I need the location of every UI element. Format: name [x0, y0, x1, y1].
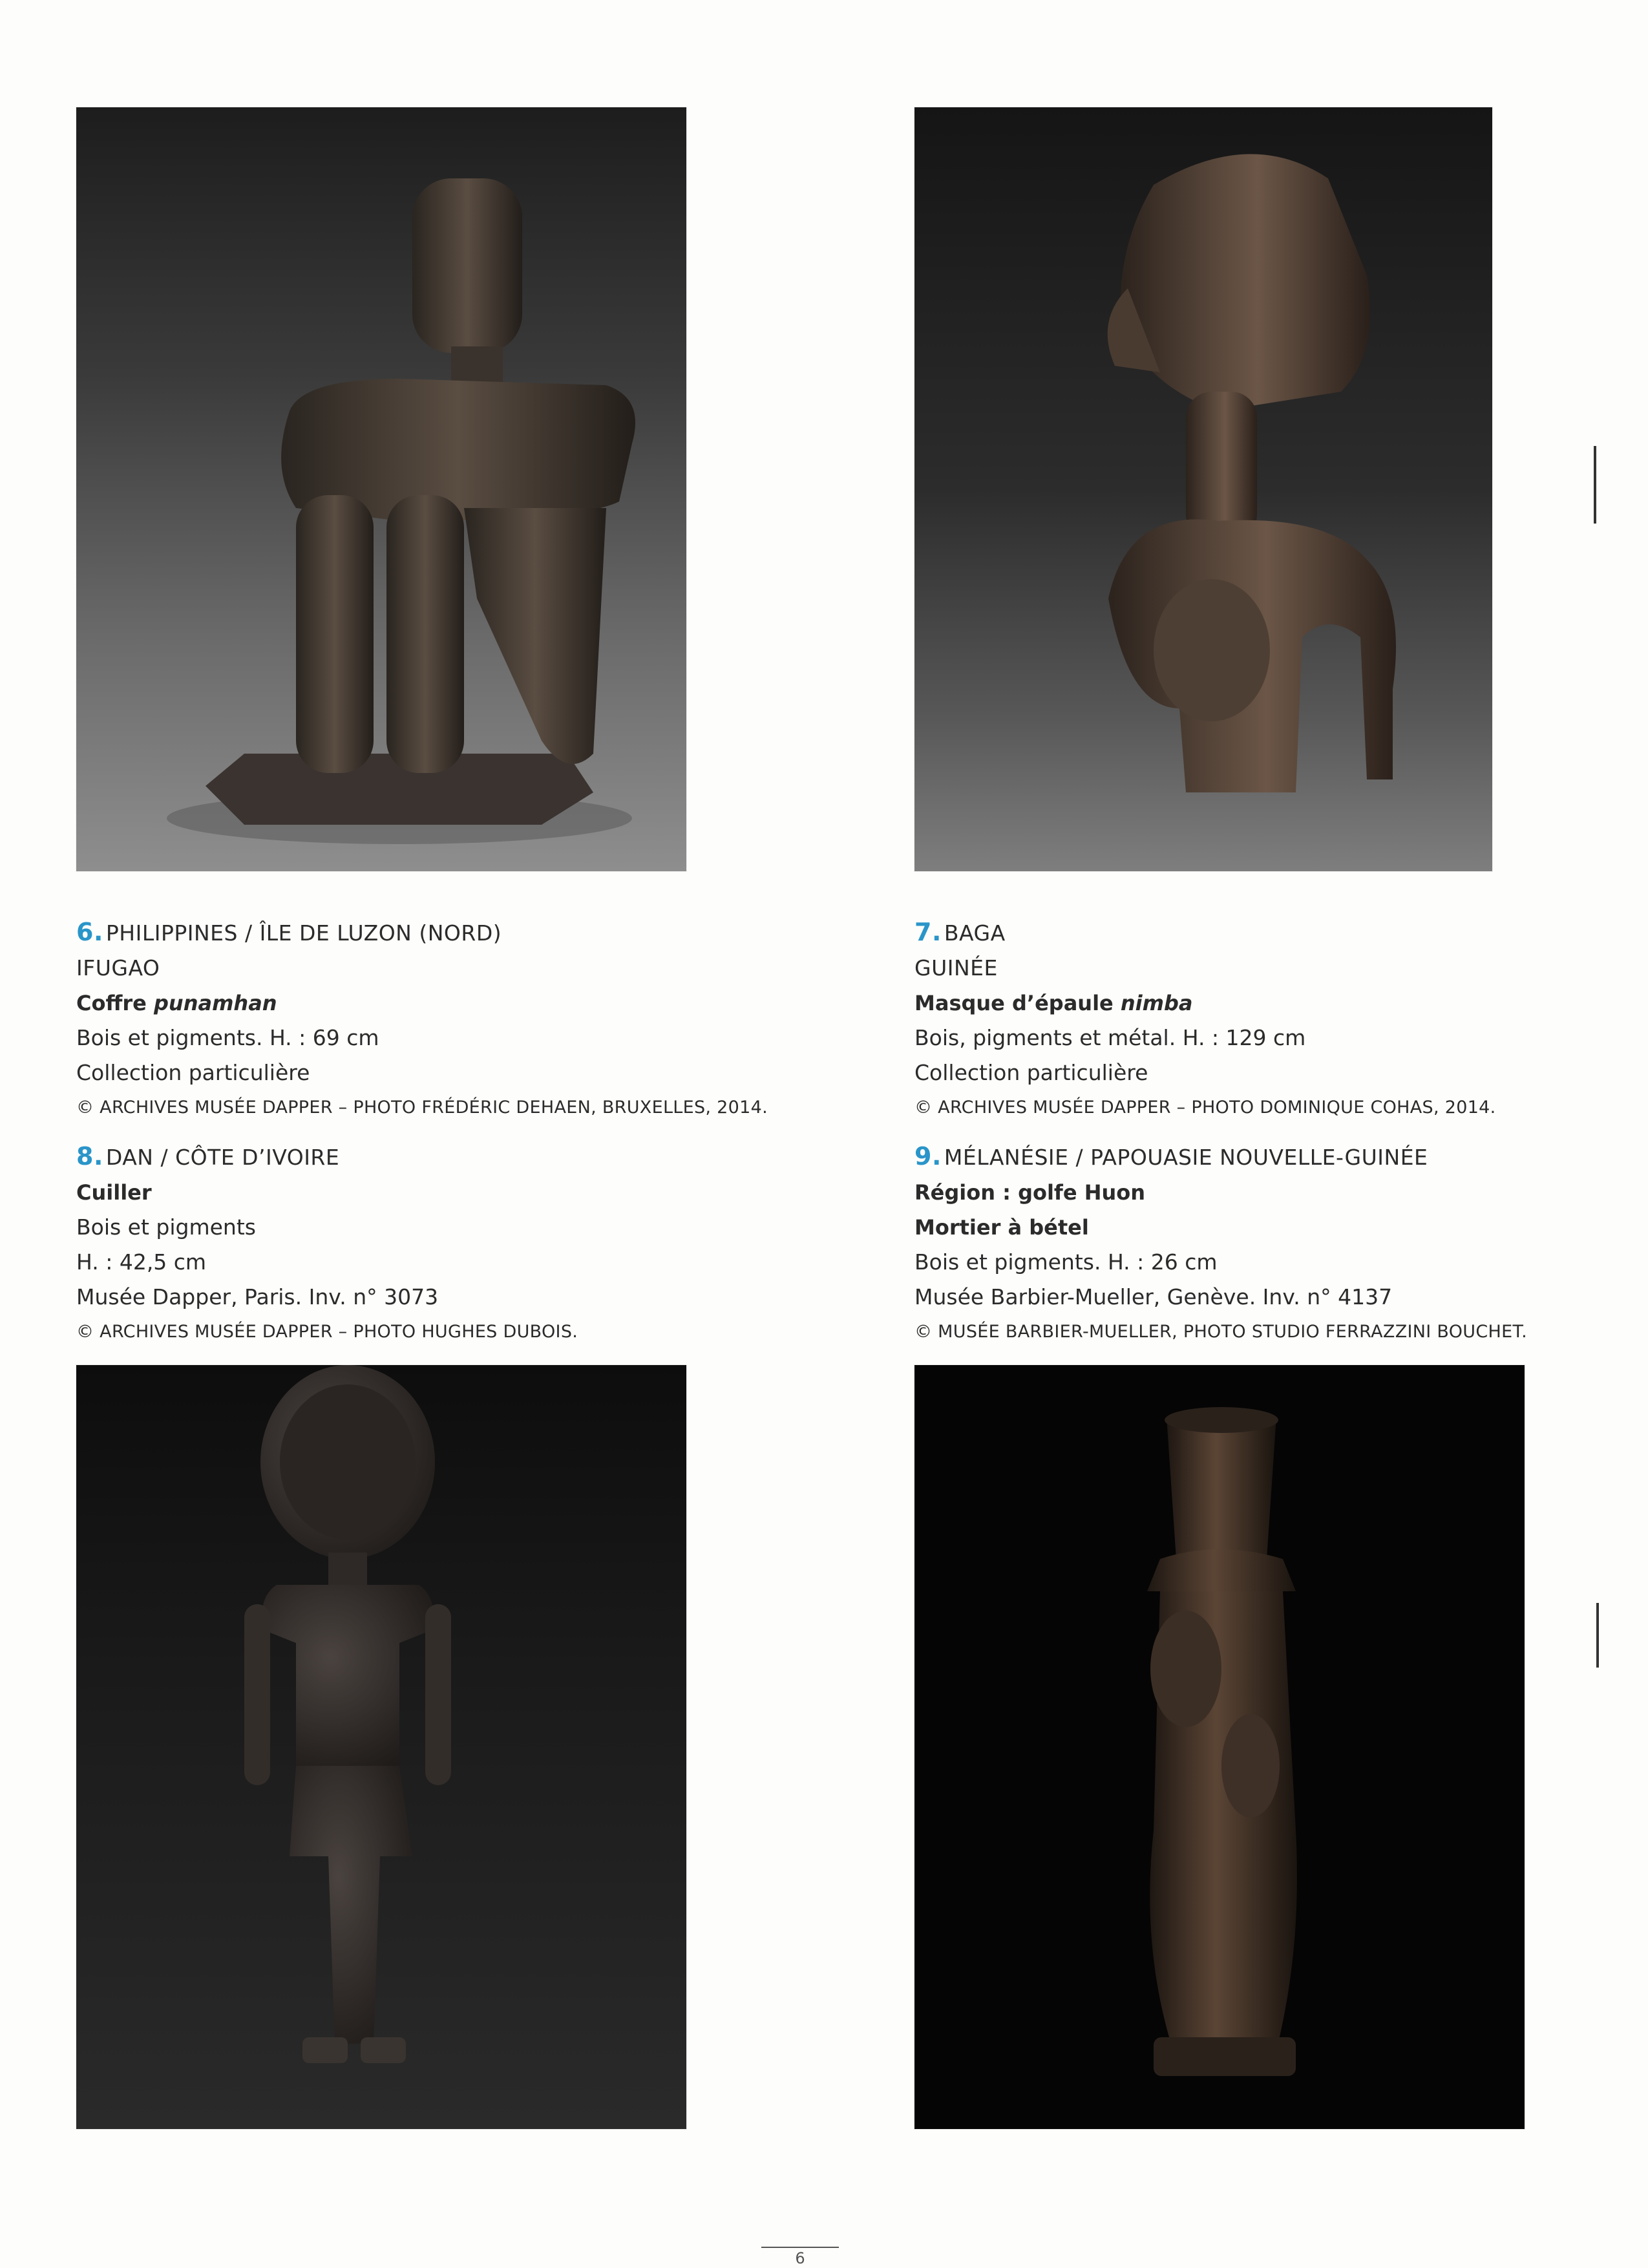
- caption-location-line: [914, 1139, 1527, 1175]
- dan-spoon-illustration: [76, 1365, 686, 2129]
- item-object-title: Mortier à bétel: [914, 1215, 1089, 1240]
- page-number: 6: [761, 2247, 839, 2267]
- item-number: 7.: [914, 918, 942, 946]
- item-region: Région : golfe Huon: [914, 1180, 1146, 1205]
- item-object-italic: nimba: [1120, 991, 1193, 1015]
- item-people: IFUGAO: [76, 955, 160, 980]
- item-material: Bois, pigments et métal. H. : 129 cm: [914, 1025, 1306, 1050]
- item-object-prefix: Masque d’épaule: [914, 991, 1121, 1015]
- item-number: 8.: [76, 1142, 103, 1171]
- caption-item-7: [914, 915, 1496, 1125]
- item-object-italic: punamhan: [154, 991, 277, 1015]
- caption-location-line: [76, 1139, 578, 1175]
- item-location: PHILIPPINES / ÎLE DE LUZON (NORD): [105, 920, 502, 946]
- item-location: BAGA: [944, 920, 1006, 946]
- ifugao-figure-illustration: [76, 107, 686, 871]
- betel-mortar-illustration: [914, 1365, 1525, 2129]
- item-height: H. : 42,5 cm: [76, 1249, 207, 1275]
- scan-margin-mark: [1594, 446, 1596, 524]
- item-collection: Musée Barbier-Mueller, Genève. Inv. n° 4137: [914, 1284, 1393, 1309]
- nimba-mask-illustration: [914, 107, 1492, 871]
- caption-location-line: [914, 915, 1496, 951]
- item-credit: © ARCHIVES MUSÉE DAPPER – PHOTO HUGHES DUBOIS.: [76, 1322, 578, 1342]
- item-material: Bois et pigments. H. : 69 cm: [76, 1025, 379, 1050]
- photo-baga-nimba: [914, 107, 1492, 871]
- photo-huon-mortier: [914, 1365, 1525, 2129]
- item-object-title: [76, 986, 768, 1021]
- item-object-prefix: Coffre: [76, 991, 154, 1015]
- caption-location-line: [76, 915, 768, 951]
- photo-ifugao-coffre: [76, 107, 686, 871]
- photo-dan-cuiller: [76, 1365, 686, 2129]
- item-location: DAN / CÔTE D’IVOIRE: [105, 1145, 340, 1170]
- item-object-title: [914, 986, 1496, 1021]
- item-number: 9.: [914, 1142, 942, 1171]
- item-credit: © ARCHIVES MUSÉE DAPPER – PHOTO FRÉDÉRIC DEHAEN, BRUXELLES, 2014.: [76, 1097, 768, 1118]
- caption-item-8: [76, 1139, 578, 1350]
- item-collection: Collection particulière: [76, 1060, 310, 1085]
- item-number: 6.: [76, 918, 103, 946]
- caption-item-9: [914, 1139, 1527, 1350]
- item-material: Bois et pigments: [76, 1214, 256, 1240]
- item-collection: Musée Dapper, Paris. Inv. n° 3073: [76, 1284, 439, 1309]
- item-object-title: Cuiller: [76, 1180, 152, 1205]
- item-material: Bois et pigments. H. : 26 cm: [914, 1249, 1218, 1275]
- item-collection: Collection particulière: [914, 1060, 1148, 1085]
- item-credit: © MUSÉE BARBIER-MUELLER, PHOTO STUDIO FERRAZZINI BOUCHET.: [914, 1322, 1527, 1342]
- item-people: GUINÉE: [914, 955, 998, 980]
- item-location: MÉLANÉSIE / PAPOUASIE NOUVELLE-GUINÉE: [944, 1145, 1428, 1170]
- item-credit: © ARCHIVES MUSÉE DAPPER – PHOTO DOMINIQUE COHAS, 2014.: [914, 1097, 1496, 1118]
- scan-margin-mark: [1596, 1603, 1599, 1668]
- caption-item-6: [76, 915, 768, 1125]
